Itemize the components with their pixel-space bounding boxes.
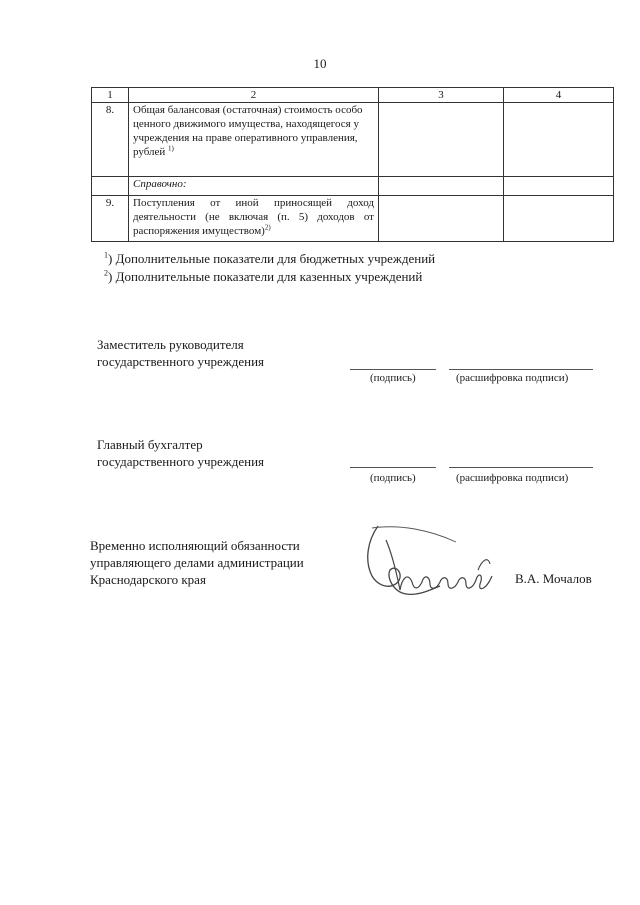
table-cell (504, 196, 614, 242)
column-header: 4 (504, 88, 614, 103)
signature-line (350, 467, 436, 468)
table-cell (504, 177, 614, 196)
footnote-2 (104, 268, 435, 286)
column-header: 1 (92, 88, 129, 103)
accountant-title-line: Главный бухгалтер (97, 437, 203, 452)
footnote-ref: 1) (168, 144, 174, 153)
decoding-line (449, 369, 593, 370)
row-description (129, 196, 379, 242)
signature-line (350, 369, 436, 370)
table-header-row (92, 88, 614, 103)
acting-title-line: управляющего делами администрации (90, 555, 304, 570)
deputy-title (97, 336, 264, 370)
decoding-line (449, 467, 593, 468)
footnote-text: ) Дополнительные показатели для бюджетных учреждений (108, 251, 436, 266)
column-header: 3 (379, 88, 504, 103)
footnote-mark: 2 (104, 268, 108, 278)
table-row (92, 103, 614, 177)
acting-title-line: Временно исполняющий обязанности (90, 538, 300, 553)
acting-title (90, 537, 304, 588)
table-row (92, 177, 614, 196)
row-description (129, 103, 379, 177)
footnotes (104, 250, 435, 286)
signature-caption: (подпись) (370, 472, 416, 484)
footnote-1 (104, 250, 435, 268)
table-cell (504, 103, 614, 177)
row-description: Справочно: (129, 177, 379, 196)
footnote-mark: 1 (104, 250, 108, 260)
signature-caption: (подпись) (370, 372, 416, 384)
table-cell (379, 196, 504, 242)
row-number (92, 177, 129, 196)
indicators-table (91, 87, 614, 242)
table-cell (379, 103, 504, 177)
table-row (92, 196, 614, 242)
footnote-text: ) Дополнительные показатели для казенных учреждений (108, 269, 423, 284)
page-number: 10 (313, 56, 327, 71)
acting-title-line: Краснодарского края (90, 572, 206, 587)
handwritten-signature (360, 520, 500, 610)
row-text: Поступления от иной приносящей доход деятельности (не включая (п. 5) доходов от распоряжения имуществом) (133, 197, 374, 237)
accountant-title-line: государственного учреждения (97, 454, 265, 469)
signer-name: В.А. Мочалов (515, 571, 592, 586)
table-cell (379, 177, 504, 196)
row-number: 9. (92, 196, 129, 242)
footnote-ref: 2) (264, 223, 271, 232)
deputy-title-line: государственного учреждения (97, 354, 265, 369)
deputy-title-line: Заместитель руководителя (97, 337, 244, 352)
decoding-caption: (расшифровка подписи) (456, 472, 569, 484)
row-number: 8. (92, 103, 129, 177)
accountant-title (97, 436, 264, 470)
column-header: 2 (129, 88, 379, 103)
row-text: Общая балансовая (остаточная) стоимость особо ценного движимого имущества, находящегося у учреждения на праве оперативного управления, рублей (133, 104, 363, 158)
decoding-caption: (расшифровка подписи) (456, 372, 569, 384)
